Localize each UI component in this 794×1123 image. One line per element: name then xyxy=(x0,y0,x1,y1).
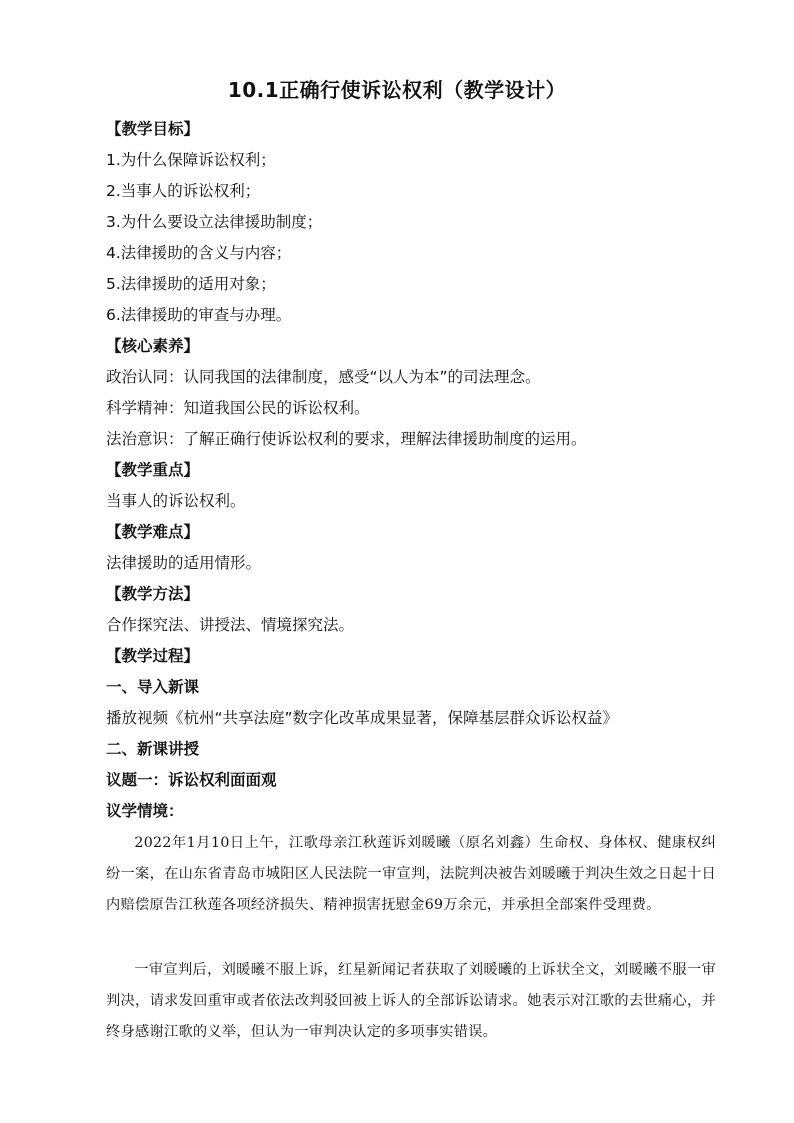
goal-item-1: 1.为什么保障诉讼权利； xyxy=(106,151,276,169)
page-title: 10.1正确行使诉讼权利（教学设计） xyxy=(227,78,567,102)
goal-item-5: 5.法律援助的适用对象； xyxy=(106,275,276,293)
situation-label: 议学情境： xyxy=(106,802,184,820)
difficulty-heading: 【教学难点】 xyxy=(106,523,200,541)
goals-heading: 【教学目标】 xyxy=(106,120,200,138)
goal-item-4: 4.法律援助的含义与内容； xyxy=(106,244,292,262)
method-heading: 【教学方法】 xyxy=(106,585,200,603)
case-paragraph-2: 一审宣判后，刘暖曦不服上诉，红星新闻记者获取了刘暖曦的上诉状全文，刘暖曦不服一审判决，请求发回重审或者依法改判驳回被上诉人的全部诉讼请求。她表示对江歌的去世痛心，并终身感谢江歌的义举，但认为一审判决认定的多项事实错误。 xyxy=(106,962,716,1040)
process-heading: 【教学过程】 xyxy=(106,647,200,665)
core-heading: 【核心素养】 xyxy=(106,337,200,355)
topic-one-heading: 议题一：诉讼权利面面观 xyxy=(106,771,277,789)
key-point-heading: 【教学重点】 xyxy=(106,461,200,479)
case-paragraph-1: 2022年1月10日上午，江歌母亲江秋莲诉刘暖曦（原名刘鑫）生命权、身体权、健康权纠纷一案，在山东省青岛市城阳区人民法院一审宣判，法院判决被告刘暖曦于判决生效之日起十日内赔偿原告江秋莲各项经济损失、精神损害抚慰金69万余元，并承担全部案件受理费。 xyxy=(106,835,716,913)
goal-item-2: 2.当事人的诉讼权利； xyxy=(106,182,261,200)
section-intro-heading: 一、导入新课 xyxy=(106,678,200,696)
method-text: 合作探究法、讲授法、情境探究法。 xyxy=(106,616,355,634)
section-teaching-heading: 二、新课讲授 xyxy=(106,740,200,758)
goal-item-6: 6.法律援助的审查与办理。 xyxy=(106,306,292,324)
key-point-text: 当事人的诉讼权利。 xyxy=(106,492,246,510)
video-text: 播放视频《杭州“共享法庭”数字化改革成果显著，保障基层群众诉讼权益》 xyxy=(106,709,619,727)
core-item-law: 法治意识：了解正确行使诉讼权利的要求，理解法律援助制度的运用。 xyxy=(106,430,587,448)
goal-item-3: 3.为什么要设立法律援助制度； xyxy=(106,213,323,231)
core-item-political: 政治认同：认同我国的法律制度，感受“以人为本”的司法理念。 xyxy=(106,368,541,386)
core-item-science: 科学精神：知道我国公民的诉讼权利。 xyxy=(106,399,370,417)
difficulty-text: 法律援助的适用情形。 xyxy=(106,554,262,572)
